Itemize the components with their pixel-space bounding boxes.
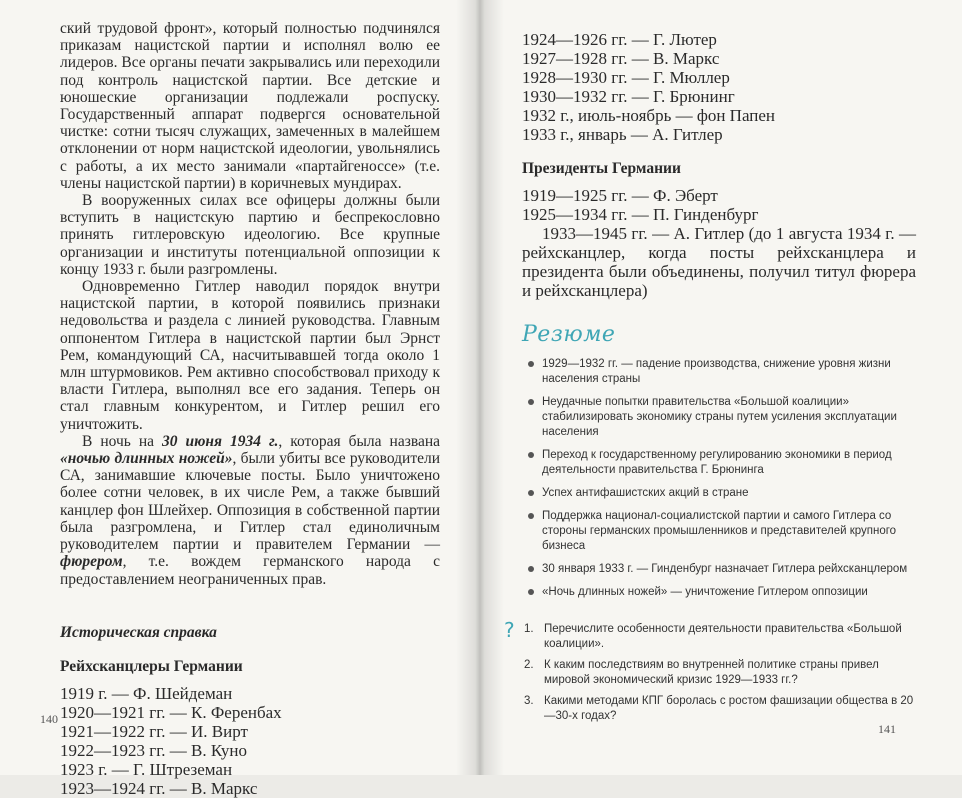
bullet-icon (528, 399, 534, 405)
list-item: 1919 г. — Ф. Шейдеман (60, 683, 233, 703)
question-number: 1. (524, 623, 534, 635)
night-of-long-knives-emphasis: «ночью длинных ножей» (60, 450, 233, 468)
resume-item-text: 1929—1932 гг. — падение производства, снижение уровня жизни населения страны (542, 358, 891, 385)
list-item: 1925—1934 гг. — П. Гинденбург (522, 205, 759, 224)
resume-item (522, 509, 916, 554)
list-item: 1924—1926 гг. — Г. Лютер (522, 30, 717, 49)
paragraph-2: В вооруженных силах все офицеры должны были вступить в нацистскую партию и беспрекословно принять гитлеровскую идеологию. Все крупные организации и институты потенциальной оппозиции к концу 1933 г. были разгромлены. (60, 192, 440, 278)
resume-item (522, 448, 916, 478)
paragraph-1: ский трудовой фронт», который полностью подчинялся приказам нацистской партии и исполнял волю ее лидеров. Все органы печати закрывались или переходили под контроль нацистской партии. Все детские и юношеские организации подлежали роспуску. Государственный аппарат подвергся основательной чистке: сотни тысяч служащих, замеченных в малейшем отклонении от норм нацистской идеологии, увольнялись с работы, а их место занимали «партайгеноссе» (т.е. члены нацистской партии) в коричневых мундирах. (60, 20, 441, 192)
question-number: 3. (524, 695, 534, 707)
list-item: 1927—1928 гг. — В. Маркс (522, 49, 720, 68)
right-page (478, 0, 962, 775)
resume-item (522, 486, 916, 501)
chancellors-list (60, 684, 440, 798)
bullet-icon (528, 566, 534, 572)
left-page (0, 0, 478, 798)
p4-text-1: В ночь на (82, 432, 162, 450)
questions-block (504, 618, 916, 724)
date-emphasis: 30 июня 1934 г. (162, 432, 279, 450)
right-column (504, 30, 916, 730)
question-text: Перечислите особенности деятельности правительства «Большой коалиции». (544, 623, 902, 650)
question-item (522, 694, 916, 724)
chancellors-continued-list (522, 30, 916, 144)
historical-reference-title: Историческая справка (60, 623, 217, 641)
bullet-icon (528, 513, 534, 519)
question-item (522, 658, 916, 688)
bullet-icon (528, 589, 534, 595)
list-item: 1932 г., июль-ноябрь — фон Папен (522, 106, 776, 125)
resume-item-text: Поддержка национал-социалистской партии и самого Гитлера со стороны германских промышленников и представителей крупного бизнеса (542, 510, 897, 552)
list-item: 1919—1925 гг. — Ф. Эберт (522, 186, 718, 205)
fuhrer-emphasis: фюрером (60, 553, 123, 571)
page-number-right: 141 (878, 722, 896, 736)
question-mark-icon: ? (504, 618, 515, 642)
list-item: 1928—1930 гг. — Г. Мюллер (522, 68, 730, 87)
resume-item (522, 357, 916, 387)
question-text: К каким последствиям во внутренней политике страны привел мировой экономический кризис 1929—1933 гг.? (544, 659, 879, 686)
p4-text-3: , были убиты все руководители СА, занимавшие ключевые посты. Было уничтожено более сотни человек, в их числе Рем, а также бывший канцлер фон Шлейхер. Оппозиция в собственной партии была разгромлена, и Гитлер стал единоличным руководителем партии и правителем Германии — (60, 450, 441, 554)
paragraph-4 (60, 433, 440, 588)
questions-list (522, 622, 916, 724)
resume-item-text: 30 января 1933 г. — Гинденбург назначает Гитлера рейхсканцлером (542, 563, 908, 575)
presidents-title: Президенты Германии (522, 160, 681, 177)
resume-item (522, 395, 916, 440)
list-item: 1920—1921 гг. — К. Ференбах (60, 702, 282, 722)
p4-text-4: , т.е. вождем германского народа с предоставлением неограниченных прав. (60, 553, 440, 588)
paragraph-3: Одновременно Гитлер наводил порядок внутри нацистской партии, в которой появились признаки недовольства и раздела с линией руководства. Главным оппонентом Гитлера в нацистской партии был Эрнст Рем, командующий СА, насчитывавшей тогда около 1 млн штурмовиков. Рем активно способствовал приходу к власти Гитлера, выполнял все его задания. Теперь он стал главным конкурентом, и Гитлер решил его уничтожить. (60, 278, 440, 433)
resume-title: Резюме (522, 322, 616, 347)
resume-item (522, 585, 916, 600)
bullet-icon (528, 361, 534, 367)
presidents-list (522, 186, 916, 300)
resume-item-text: Переход к государственному регулированию экономики в период деятельности правительства Г. Брюнинга (542, 449, 892, 476)
list-item: 1921—1922 гг. — И. Вирт (60, 721, 248, 741)
resume-list (522, 357, 916, 600)
list-item: 1923 г. — Г. Штреземан (60, 759, 233, 779)
resume-item (522, 562, 916, 577)
chancellors-title: Рейхсканцлеры Германии (60, 657, 243, 675)
resume-item-text: Успех антифашистских акций в стране (542, 487, 749, 499)
bullet-icon (528, 490, 534, 496)
resume-item-text: Неудачные попытки правительства «Большой коалиции» стабилизировать экономику страны путем усиления эксплуатации населения (542, 396, 897, 438)
question-number: 2. (524, 659, 534, 671)
page-number-left: 140 (40, 712, 58, 726)
question-text: Какими методами КПГ боролась с ростом фашизации общества в 20—30-х годах? (544, 695, 914, 722)
list-item: 1933—1945 гг. — А. Гитлер (до 1 августа 1934 г. — рейхсканцлер, когда посты рейхсканцлера и президента были объединены, получил титул фюрера и рейхсканцлера) (522, 224, 916, 300)
question-item (522, 622, 916, 652)
p4-text-2: , которая была названа (278, 432, 441, 450)
list-item: 1933 г., январь — А. Гитлер (522, 125, 723, 144)
left-column (60, 20, 440, 798)
list-item: 1922—1923 гг. — В. Куно (60, 740, 248, 760)
resume-item-text: «Ночь длинных ножей» — уничтожение Гитлером оппозиции (542, 586, 868, 598)
bullet-icon (528, 452, 534, 458)
list-item: 1923—1924 гг. — В. Маркс (60, 778, 258, 798)
list-item: 1930—1932 гг. — Г. Брюнинг (522, 87, 735, 106)
